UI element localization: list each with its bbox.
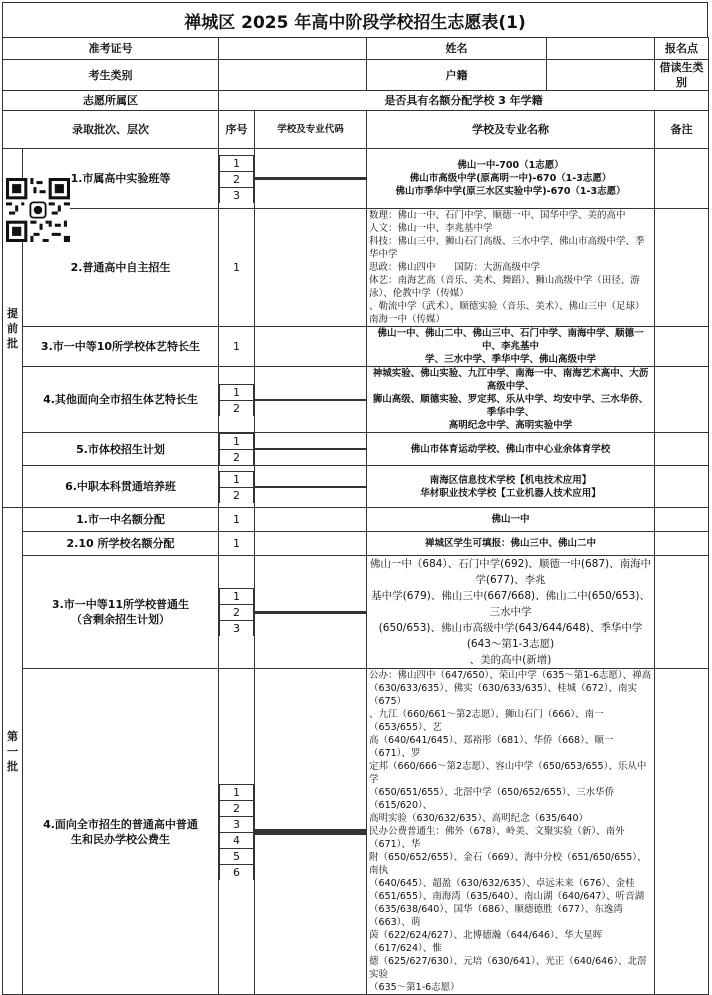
note-cell[interactable] (655, 669, 709, 995)
seq-cell (219, 433, 255, 466)
note-cell[interactable] (655, 508, 709, 532)
seq-number: 4 (220, 832, 254, 848)
school-line: 佛山市季华中学(原三水区实验中学)-670（1-3志愿） (395, 186, 626, 197)
row-label: 5.市体校招生计划 (23, 433, 219, 466)
code-cell[interactable] (255, 209, 367, 327)
row-label: 4.其他面向全市招生体艺特长生 (23, 367, 219, 433)
first-row-1 (3, 508, 709, 532)
seq-number: 1 (220, 784, 254, 800)
seq-number: 1 (220, 471, 254, 487)
school-line: 学、三水中学、季华中学、佛山高级中学 (425, 354, 597, 365)
school-line: 茵（622/624/627）、北博德瀚（644/646）、华大星晖（617/624）、惟 (369, 930, 603, 954)
batch-first-label (3, 508, 23, 995)
code-cell[interactable] (255, 556, 367, 669)
school-list (367, 508, 655, 532)
early-row-1 (3, 149, 709, 209)
seq-number: 1 (219, 532, 255, 556)
seq-cell (219, 149, 255, 209)
name-field[interactable] (547, 38, 655, 60)
school-line: 南海区信息技术学校【机电技术应用】 (429, 474, 592, 486)
school-line: （640/645）、超盈（630/632/635）、卓远未来（676）、金桂 (369, 878, 635, 889)
early-row-4 (3, 367, 709, 433)
school-line: 定邦（660/666～第2志愿）、容山中学（650/653/655）、乐从中学 (369, 761, 647, 785)
hukou-field[interactable] (547, 60, 655, 91)
seq-number: 2 (220, 800, 254, 816)
school-line: 高明实验（630/632/635）、高明纪念（635/640） (369, 813, 589, 824)
note-cell[interactable] (655, 367, 709, 433)
district-label: 志愿所属区 (3, 91, 219, 111)
school-list (367, 327, 655, 367)
school-line: 佛山一中、佛山二中、佛山三中、石门中学、南海中学、顺德一中、李兆基中 (377, 328, 644, 352)
batch-first-text: 第 一 批 (7, 729, 18, 773)
school-line: 高（640/641/645）、郑裕彤（681）、华侨（668）、顺一（671）、罗 (369, 735, 614, 759)
seq-number: 1 (220, 384, 254, 400)
school-line: 、九江（660/661～第2志愿）、狮山石门（666）、南一（653/655）、艺 (369, 709, 604, 733)
early-row-5 (3, 433, 709, 466)
seq-number: 2 (220, 400, 254, 416)
note-cell[interactable] (655, 466, 709, 508)
code-cell[interactable] (255, 669, 367, 995)
first-row-4 (3, 669, 709, 995)
form-title: 禅城区 2025 年高中阶段学校招生志愿表(1) (2, 2, 708, 38)
seq-number: 1 (219, 508, 255, 532)
school-line: 佛山一中（684）、石门中学(692)、顺德一中(687)、南海中学(677)、李兆 (369, 558, 652, 586)
school-line: 华材职业技术学校【工业机器人技术应用】 (420, 487, 601, 499)
note-cell[interactable] (655, 209, 709, 327)
code-cell[interactable] (255, 367, 367, 433)
code-cell[interactable] (255, 508, 367, 532)
seq-number: 2 (220, 450, 254, 466)
info-row-1 (3, 38, 709, 60)
row-label: 3.市一中等10所学校体艺特长生 (23, 327, 219, 367)
seq-number: 1 (220, 589, 254, 605)
row-label (23, 669, 219, 995)
seq-number: 1 (219, 209, 255, 327)
school-line: 德（625/627/630）、元培（630/641）、光正（640/646）、北滘实验 (369, 956, 647, 980)
school-line: 、勒流中学（武术）、顺德实验（音乐、美术）、佛山三中（足球）南海一中（传媒） (369, 301, 645, 325)
batch-early-text: 提 前 批 (7, 306, 18, 350)
school-line: （650/651/655）、北滘中学（650/652/655）、三水华侨（615/620）、 (369, 787, 615, 811)
seq-number: 1 (220, 155, 254, 171)
school-line: 民办公费普通生：佛外（678）、岭美、文聚实验（新）、南外（671）、华 (369, 826, 625, 850)
header-row (3, 111, 709, 149)
school-line: 佛山市体育运动学校、佛山市中心业余体育学校 (410, 443, 611, 455)
seq-number: 1 (220, 434, 254, 450)
code-cell[interactable] (255, 532, 367, 556)
seq-number: 3 (220, 187, 254, 203)
exam-no-field[interactable] (219, 38, 367, 60)
application-form-table (2, 37, 709, 995)
note-cell[interactable] (655, 327, 709, 367)
early-row-6 (3, 466, 709, 508)
school-line: 附（650/652/655）、金石（669）、海中分校（651/650/655）、南执 (369, 852, 647, 876)
code-cell[interactable] (255, 149, 367, 209)
seq-number: 2 (220, 487, 254, 503)
first-row-3 (3, 556, 709, 669)
school-list (367, 466, 655, 508)
qr-code-icon (6, 178, 70, 242)
row-label-line: 生和民办学校公费生 (71, 832, 170, 846)
row-label: 1.市一中名额分配 (23, 508, 219, 532)
category-field[interactable] (219, 60, 367, 91)
seq-cell (219, 556, 255, 669)
header-batch: 录取批次、层次 (3, 111, 219, 149)
seq-cell (219, 669, 255, 995)
school-line: 狮山高级、顺德实验、罗定邦、乐从中学、均安中学、三水华侨、季华中学、 (372, 394, 649, 418)
school-list (367, 209, 655, 327)
name-label: 姓名 (367, 38, 547, 60)
seq-number: 2 (220, 605, 254, 621)
header-school: 学校及专业名称 (367, 111, 655, 149)
school-line: （635/638/640）、国华（686）、顺德德胜（677）、东逸湾（663）、萌 (369, 904, 623, 928)
first-row-2 (3, 532, 709, 556)
info-row-2 (3, 60, 709, 91)
seq-number: 5 (220, 848, 254, 864)
school-line: 科技：佛山三中、狮山石门高级、三水中学、佛山市高级中学、季华中学 (369, 236, 645, 260)
row-label: 1.市属高中实验班等 (23, 149, 219, 209)
school-line: 佛山一中-700（1志愿） (457, 160, 564, 171)
school-line: 禅城区学生可填报：佛山三中、佛山二中 (425, 538, 597, 549)
note-cell[interactable] (655, 433, 709, 466)
header-code: 学校及专业代码 (255, 111, 367, 149)
exam-no-label: 准考证号 (3, 38, 219, 60)
header-seq: 序号 (219, 111, 255, 149)
row-label-line: 3.市一中等11所学校普通生 (51, 598, 190, 611)
school-line: 体艺：南海艺高（音乐、美术、舞蹈）、狮山高级中学（田径、游泳）、伦教中学（传媒） (369, 275, 640, 299)
row-label-line: 4.面向全市招生的普通高中普通 (43, 817, 198, 831)
seq-number: 2 (220, 171, 254, 187)
hukou-label: 户籍 (367, 60, 547, 91)
school-line: 公办：佛山四中（647/650）、荣山中学（635～第1-6志愿）、禅高 (369, 670, 652, 681)
seq-number: 6 (220, 864, 254, 880)
row-label: 2.10 所学校名额分配 (23, 532, 219, 556)
seq-number: 3 (220, 816, 254, 832)
school-list (367, 532, 655, 556)
school-line: （635～第1-6志愿） (369, 982, 460, 993)
row-label: 6.中职本科贯通培养班 (23, 466, 219, 508)
note-cell[interactable] (655, 556, 709, 669)
category-label: 考生类别 (3, 60, 219, 91)
early-row-2 (3, 209, 709, 327)
reg-point-label: 报名点 (665, 42, 699, 55)
reg-point-label-cell (655, 38, 709, 60)
school-list (367, 433, 655, 466)
school-line: 思政：佛山四中 国防：大沥高级中学 (369, 262, 541, 273)
seq-number: 1 (219, 327, 255, 367)
school-line: 人文：佛山一中、李兆基中学 (369, 223, 493, 234)
note-cell[interactable] (655, 149, 709, 209)
code-cell[interactable] (255, 433, 367, 466)
school-line: 神城实验、佛山实验、九江中学、南海一中、南海艺术高中、大沥高级中学、 (372, 368, 649, 392)
school-line: 佛山一中 (491, 514, 530, 525)
school-list (367, 556, 655, 669)
seq-number: 3 (220, 621, 254, 637)
school-line: 基中学(679)、佛山三中(667/668)、佛山二中(650/653)、三水中学 (371, 590, 650, 618)
note-cell[interactable] (655, 532, 709, 556)
school-line: （630/633/635）、佛实（630/633/635）、桂城（672）、南实（675） (369, 683, 638, 707)
school-line: 数理：佛山一中、石门中学、顺德一中、国华中学、美的高中 (369, 210, 626, 221)
seq-cell (219, 466, 255, 508)
school-line: 、美的高中(新增) (469, 654, 552, 666)
school-line: 高明纪念中学、高明实验中学 (448, 420, 573, 431)
borrow-category-label: 借读生类别 (659, 61, 704, 89)
school-line: 佛山市高级中学(原高明一中)-670（1-3志愿） (409, 173, 612, 184)
school-list (367, 367, 655, 433)
code-cell[interactable] (255, 327, 367, 367)
header-note: 备注 (655, 111, 709, 149)
seq-cell (219, 367, 255, 433)
borrow-category-cell (655, 60, 709, 91)
school-line: （651/655）、南海湾（635/640）、南山湖（640/647）、听音湖 (369, 891, 645, 902)
early-row-3 (3, 327, 709, 367)
code-cell[interactable] (255, 466, 367, 508)
quota-question: 是否具有名额分配学校 3 年学籍 (219, 91, 709, 111)
row-label: 2.普通高中自主招生 (23, 209, 219, 327)
school-list (367, 669, 655, 995)
school-list (367, 149, 655, 209)
row-label (23, 556, 219, 669)
school-line: (650/653)、佛山市高级中学(643/644/648)、季华中学(643～第1-3志愿) (378, 622, 643, 650)
info-row-3 (3, 91, 709, 111)
row-label-line: （含剩余招生计划） (71, 613, 170, 626)
